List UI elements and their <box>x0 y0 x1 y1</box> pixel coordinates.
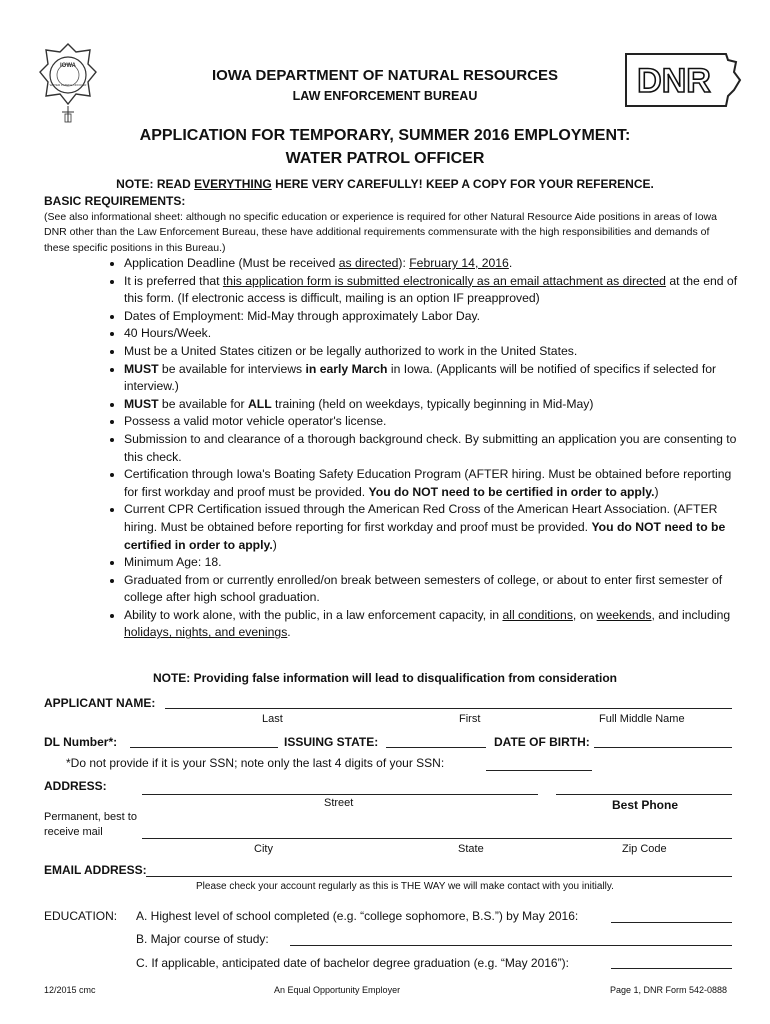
requirement-text: at the end of this form. (If electronic access is difficult, mailing is an option IF preapproved) <box>124 273 738 306</box>
requirement-text: Submission to and clearance of a thorough background check. By submitting an application you are consenting to this check. <box>124 431 737 464</box>
requirements-list <box>104 255 739 642</box>
dl-number-field[interactable] <box>130 747 278 748</box>
issuing-state-label: ISSUING STATE: <box>284 735 379 749</box>
basic-requirements-info: (See also informational sheet: although no specific education or experience is required for other Natural Resource Aide positions in areas of Iowa DNR other than the Law Enforcement Bureau, these have additional requirements commensurate with the high responsibilities and demands of these specific positions in this Bureau.) <box>44 211 717 254</box>
requirement-text: February 14, 2016 <box>409 256 509 270</box>
date-of-birth-field[interactable] <box>594 747 732 748</box>
education-a-question: A. Highest level of school completed (e.g. “college sophomore, B.S.”) by May 2016: <box>136 909 579 923</box>
requirement-text: in early March <box>305 361 388 376</box>
address-label: ADDRESS: <box>44 779 107 793</box>
state-caption: State <box>458 843 484 855</box>
address-sublabel: Permanent, best to receive mail <box>44 811 137 838</box>
requirement-item <box>124 572 739 607</box>
requirement-text: ): <box>398 256 410 270</box>
email-address-label: EMAIL ADDRESS: <box>44 863 147 877</box>
education-c-question: C. If applicable, anticipated date of bachelor degree graduation (e.g. “May 2016”): <box>136 956 569 970</box>
education-a-field[interactable] <box>611 922 732 923</box>
footer-eoe: An Equal Opportunity Employer <box>274 985 401 995</box>
requirement-item <box>124 361 739 396</box>
requirement-text: You do NOT need to be certified in order to apply. <box>368 484 655 499</box>
name-middle-caption: Full Middle Name <box>599 713 685 725</box>
requirement-text: 40 Hours/Week. <box>124 326 212 341</box>
requirement-text: holidays, nights, and evenings <box>124 625 288 640</box>
requirement-item <box>124 343 739 361</box>
footer-date-code: 12/2015 cmc <box>44 985 96 995</box>
requirement-text: Minimum Age: 18. <box>124 555 222 570</box>
requirement-text: ) <box>272 537 277 552</box>
requirement-text: MUST <box>124 396 159 411</box>
address-city-state-zip-field[interactable] <box>142 838 732 839</box>
requirement-text: weekends <box>596 607 652 622</box>
requirement-text: Application Deadline (Must be received <box>124 256 339 270</box>
ssn-last4-field[interactable] <box>486 770 592 771</box>
basic-requirements-heading: BASIC REQUIREMENTS: <box>44 194 186 208</box>
requirement-item <box>124 501 739 554</box>
issuing-state-field[interactable] <box>386 747 486 748</box>
requirement-text: MUST <box>124 361 159 376</box>
requirement-text: . <box>508 256 513 270</box>
dl-number-label: DL Number*: <box>44 735 118 749</box>
form-subtitle: WATER PATROL OFFICER <box>285 150 485 167</box>
badge-text-iowa: IOWA <box>60 63 76 69</box>
street-caption: Street <box>324 797 354 809</box>
requirement-text: You do NOT need to be certified in order to apply. <box>124 519 726 552</box>
requirement-text: be available for <box>158 396 248 411</box>
requirement-text: Ability to work alone, with the public, in a law enforcement capacity, in <box>124 607 503 622</box>
best-phone-field[interactable] <box>556 794 732 795</box>
requirement-text: Possess a valid motor vehicle operator's license. <box>124 414 387 429</box>
name-last-caption: Last <box>262 713 283 725</box>
requirement-text: , on <box>572 607 597 622</box>
name-first-caption: First <box>459 713 481 725</box>
requirement-text: as directed <box>338 256 399 270</box>
ssn-note: *Do not provide if it is your SSN; note only the last 4 digits of your SSN: <box>66 756 445 770</box>
email-note: Please check your account regularly as this is THE WAY we will make contact with you initially. <box>196 881 614 892</box>
requirement-text: be available for interviews <box>158 361 306 376</box>
department-name: IOWA DEPARTMENT OF NATURAL RESOURCES <box>211 67 559 84</box>
best-phone-caption: Best Phone <box>612 798 679 812</box>
requirement-text: Current CPR Certification issued through the American Red Cross of the American Heart Association. (AFTER hiring. Must be obtained before reporting for first workday and proof must be provided. <box>124 502 718 534</box>
education-b-field[interactable] <box>290 945 732 946</box>
requirement-item <box>124 325 739 343</box>
date-of-birth-label: DATE OF BIRTH: <box>494 735 590 749</box>
requirement-text: Dates of Employment: Mid-May through approximately Labor Day. <box>124 308 481 323</box>
requirement-item <box>124 607 739 642</box>
requirement-text: in Iowa. (Applicants will be notified of specifics if selected for interview.) <box>124 361 717 394</box>
iowa-water-patrol-badge <box>38 42 98 126</box>
read-carefully-note: NOTE: READ EVERYTHING HERE VERY CAREFULLY! KEEP A COPY FOR YOUR REFERENCE. <box>116 177 654 191</box>
education-label: EDUCATION: <box>44 909 118 923</box>
requirement-text: ALL <box>247 396 272 411</box>
requirement-item <box>124 308 739 326</box>
requirement-item <box>124 554 739 572</box>
requirement-text: , and including <box>651 607 731 622</box>
requirement-item <box>124 255 739 273</box>
applicant-name-field[interactable] <box>165 708 732 709</box>
requirement-item <box>124 466 739 501</box>
education-c-field[interactable] <box>611 968 732 969</box>
email-address-field[interactable] <box>146 876 732 877</box>
requirement-item <box>124 413 739 431</box>
requirement-text: this application form is submitted electronically as an email attachment as directed <box>222 273 666 288</box>
dnr-logo-text: DNR <box>637 62 711 100</box>
badge-text-water-patrol: WATER PATROL OFFICER <box>49 83 87 87</box>
requirement-text: . <box>287 625 291 640</box>
requirement-text: Must be a United States citizen or be legally authorized to work in the United States. <box>124 343 578 358</box>
city-caption: City <box>254 843 273 855</box>
false-information-note: NOTE: Providing false information will lead to disqualification from consideration <box>152 671 618 685</box>
requirement-text: training (held on weekdays, typically beginning in Mid-May) <box>271 396 594 411</box>
requirement-text: Certification through Iowa's Boating Safety Education Program (AFTER hiring. Must be obtained before reporting for first workday and proof must be provided. <box>124 467 732 499</box>
requirement-text: all conditions <box>502 607 573 622</box>
education-b-question: B. Major course of study: <box>136 932 269 946</box>
requirement-text: Graduated from or currently enrolled/on break between semesters of college, or about to enter first semester of college after high school graduation. <box>124 572 723 605</box>
requirement-item <box>124 396 739 414</box>
requirement-text: ) <box>654 484 659 499</box>
form-title: APPLICATION FOR TEMPORARY, SUMMER 2016 EMPLOYMENT: <box>139 127 631 144</box>
bureau-name: LAW ENFORCEMENT BUREAU <box>292 89 478 103</box>
zip-caption: Zip Code <box>622 843 667 855</box>
footer-page-form: Page 1, DNR Form 542-0888 <box>610 985 728 995</box>
applicant-name-label: APPLICANT NAME: <box>44 696 156 710</box>
requirement-item <box>124 431 739 466</box>
requirement-text: It is preferred that <box>124 273 223 288</box>
address-street-field[interactable] <box>142 794 538 795</box>
requirement-item <box>124 273 739 308</box>
